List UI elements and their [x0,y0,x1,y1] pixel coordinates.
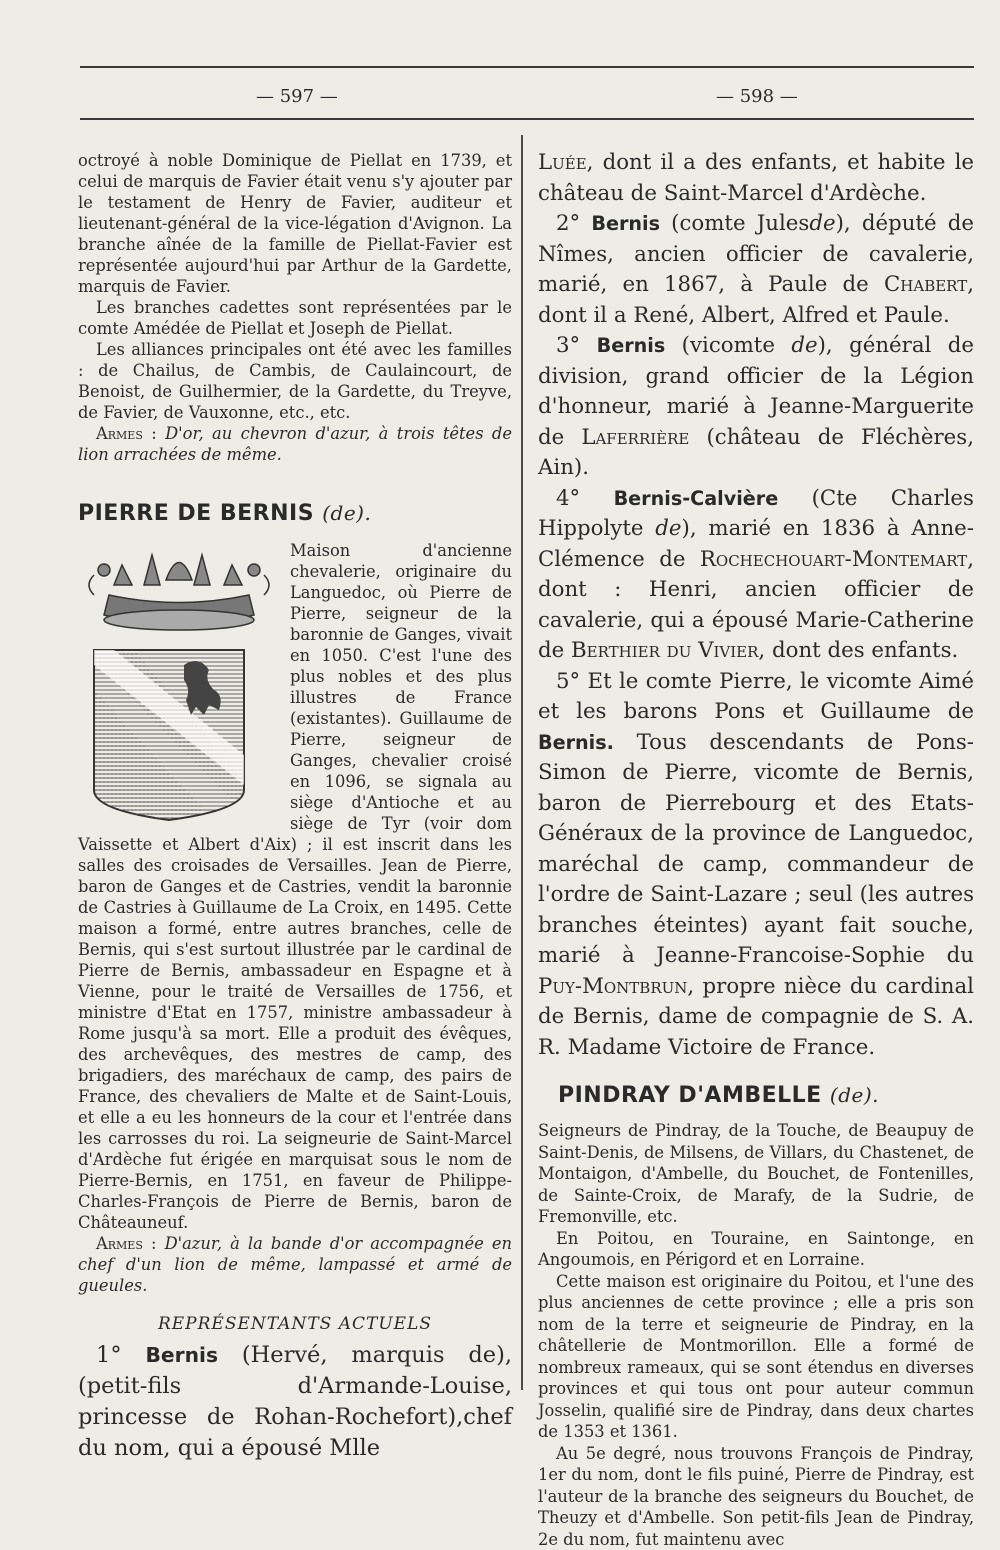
pindray-paragraph-3: Cette maison est originaire du Poitou, et l'une des plus anciennes de cette province ; elle a pris son nom de la terre et seigneurie de Pindray, en la châtellerie de Montmorillon. Elle a formé de nombreux rameaux, qui se sont étendus en diverses provinces et qui tous ont pour auteur commun Josselin, qualifié sire de Pindray, dans deux chartes de 1353 et 1361. [538,1271,974,1443]
rep1-name: Bernis [145,1343,218,1367]
rep1-paragraph [78,1340,512,1464]
armes-bernis [78,1233,512,1296]
rep3-de: de [791,333,817,358]
representants-heading: REPRÉSENTANTS ACTUELS [78,1314,512,1334]
rep3-text-c: (château de Fléchères, Ain). [538,425,974,481]
armes-label: Armes : [96,424,157,443]
pindray-paragraph-2: En Poitou, en Touraine, en Saintonge, en Angoumois, en Périgord et en Lorraine. [538,1228,974,1271]
rep4-de: de [655,516,681,541]
rep1-text: (Hervé, marquis de),(petit-fils d'Armande-Louise, princesse de Rohan-Rochefort),chef du nom, qui a épousé Mlle [78,1342,512,1461]
column-divider [521,135,523,1390]
section-title-text: PIERRE DE BERNIS [78,501,314,526]
rep4-sc2: Berthier du Vivier, [571,638,765,663]
pindray-paragraph-4: Au 5e degré, nous trouvons François de Pindray, 1er du nom, dont le fils puiné, Pierre de Pindray, est l'auteur de la branche des seigneurs du Bouchet, de Theuzy et d'Ambelle. Son petit-fils Jean de Pindray, 2e du nom, fut maintenu avec [538,1443,974,1550]
rep4-text-b: ), marié en 1836 à Anne-Clémence de [538,516,974,572]
bernis-paragraph: Maison d'ancienne chevalerie, originaire du Languedoc, où Pierre de Pierre, seigneur de la baronnie de Ganges, vivait en 1050. C'est l'une des plus nobles et des plus illustres de France (existantes). Guillaume de Pierre, seigneur de Ganges, chevalier croisé en 1096, se signala au siège d'Antioche et au siège de Tyr (voir dom Vaissette et Albert d'Aix) ; il est inscrit dans les salles des croisades de Versailles. Jean de Pierre, baron de Ganges et de Castries, vendit la baronnie de Castries à Guillaume de La Croix, en 1495. Cette maison a formé, entre autres branches, celle de Bernis, qui s'est surtout illustrée par le cardinal de Pierre de Bernis, ambassadeur en Espagne et à Vienne, pour le traité de Versailles de 1756, et ministre d'Etat en 1757, ministre ambassadeur à Rome jusqu'à sa mort. Elle a produit des évêques, des archevêques, des mestres de camp, des brigadiers, des maréchaux de camp, des pairs de France, des chevaliers de Malte et de Saint-Louis, et elle a eu les honneurs de la cour et l'entrée dans les carrosses du roi. La seigneurie de Saint-Marcel d'Ardèche fut érigée en marquisat sous le nom de Pierre-Bernis, en 1751, en faveur de Philippe-Charles-François de Pierre de Bernis, baron de Châteauneuf. [78,540,512,1233]
rep5-sc: Puy-Montbrun, [538,974,694,999]
rep2-name: Bernis [591,212,660,235]
rep2-de: de [809,211,835,236]
left-page-number: — 597 — [256,86,338,107]
branches-paragraph: Les branches cadettes sont représentées par le comte Amédée de Piellat et Joseph de Piellat. [78,297,512,339]
rep4-text-d: dont des enfants. [772,638,958,663]
section-title-pierre-de-bernis [78,501,512,526]
rep3-paragraph [538,331,974,484]
rep4-name: Bernis-Calvière [614,487,779,510]
rep2-text-a: (comte Jules [671,211,809,236]
rep4-num: 4° [556,486,580,511]
rep2-text-b: ), député de Nîmes, ancien officier de cavalerie, marié, en 1867, à Paule de [538,211,974,297]
continuation-paragraph [538,148,974,209]
section-title-de: (de). [322,501,371,525]
header-bottom-rule [80,118,974,120]
section2-title-de: (de). [830,1083,879,1107]
intro-paragraph: octroyé à noble Dominique de Piellat en 1739, et celui de marquis de Favier était venu s'y ajouter par le testament de Henry de Favier, auditeur et lieutenant-général de la vice-légation d'Avignon. La branche aînée de la famille de Piellat-Favier est représentée aujourd'hui par Arthur de la Gardette, marquis de Favier. [78,150,512,297]
armes-label-2: Armes : [96,1234,156,1253]
rep3-sc: Laferrière [581,425,689,450]
cont-name: Luée, [538,150,593,175]
rep5-text-a: Et le comte Pierre, le vicomte Aimé et les barons Pons et Guillaume de [538,669,974,725]
armes-piellat [78,423,512,465]
cont-text: dont il a des enfants, et habite le château de Saint-Marcel d'Ardèche. [538,150,974,206]
rep4-sc1: Rochechouart-Montemart, [700,547,974,572]
section2-title-text: PINDRAY D'AMBELLE [558,1083,822,1108]
rep5-text-c: propre nièce du cardinal de Bernis, dame de compagnie de S. A. R. Madame Victoire de France. [538,974,974,1060]
rep1-num: 1° [96,1342,122,1368]
rep2-text-c: dont il a René, Albert, Alfred et Paule. [538,303,950,328]
rep5-num: 5° [556,669,580,694]
rep5-name: Bernis. [538,731,614,754]
rep5-text-b: Tous descendants de Pons-Simon de Pierre, vicomte de Bernis, baron de Pierrebourg et des Etats-Généraux de la province de Languedoc, maréchal de camp, commandeur de l'ordre de Saint-Lazare ; seul (les autres branches éteintes) ayant fait souche, marié à Jeanne-Francoise-Sophie du [538,730,974,969]
armes-text: D'or, au chevron d'azur, à trois têtes de lion arrachées de même. [78,424,512,464]
right-page-number: — 598 — [716,86,798,107]
armes-text-2: D'azur, à la bande d'or accompagnée en chef d'un lion de même, lampassé et armé de gueules. [78,1234,512,1295]
rep4-paragraph [538,484,974,667]
left-column [78,150,512,1464]
header-top-rule [80,66,974,68]
rep5-paragraph [538,667,974,1064]
coronet-and-shield-icon [74,540,284,825]
rep2-sc: Chabert, [884,272,974,297]
rep3-text-a: (vicomte [682,333,775,358]
rep2-num: 2° [556,211,580,236]
rep4-text-c: dont : Henri, ancien officier de cavalerie, qui a épousé Marie-Catherine de [538,577,974,663]
alliances-paragraph: Les alliances principales ont été avec les familles : de Chailus, de Cambis, de Caulaincourt, de Benoist, de Guilhermier, de la Gardette, du Treyve, de Favier, de Vauxonne, etc., etc. [78,339,512,423]
pindray-paragraph-1: Seigneurs de Pindray, de la Touche, de Beaupuy de Saint-Denis, de Milsens, de Villars, du Chastenet, de Montaigon, d'Ambelle, du Bouchet, de Fontenilles, de Sainte-Croix, de Marafy, de la Sudrie, de Fremonville, etc. [538,1120,974,1228]
coronet-icon [89,555,269,630]
rep3-name: Bernis [597,334,666,357]
shield-icon [94,650,244,820]
section-title-pindray [558,1083,974,1108]
rep3-text-b: ), général de division, grand officier de la Légion d'honneur, marié à Jeanne-Marguerite de [538,333,974,450]
right-column [538,148,974,1550]
rep3-num: 3° [556,333,580,358]
rep4-text-a: (Cte Charles Hippolyte [538,486,974,542]
coat-of-arms-figure [74,540,284,825]
rep2-paragraph [538,209,974,331]
